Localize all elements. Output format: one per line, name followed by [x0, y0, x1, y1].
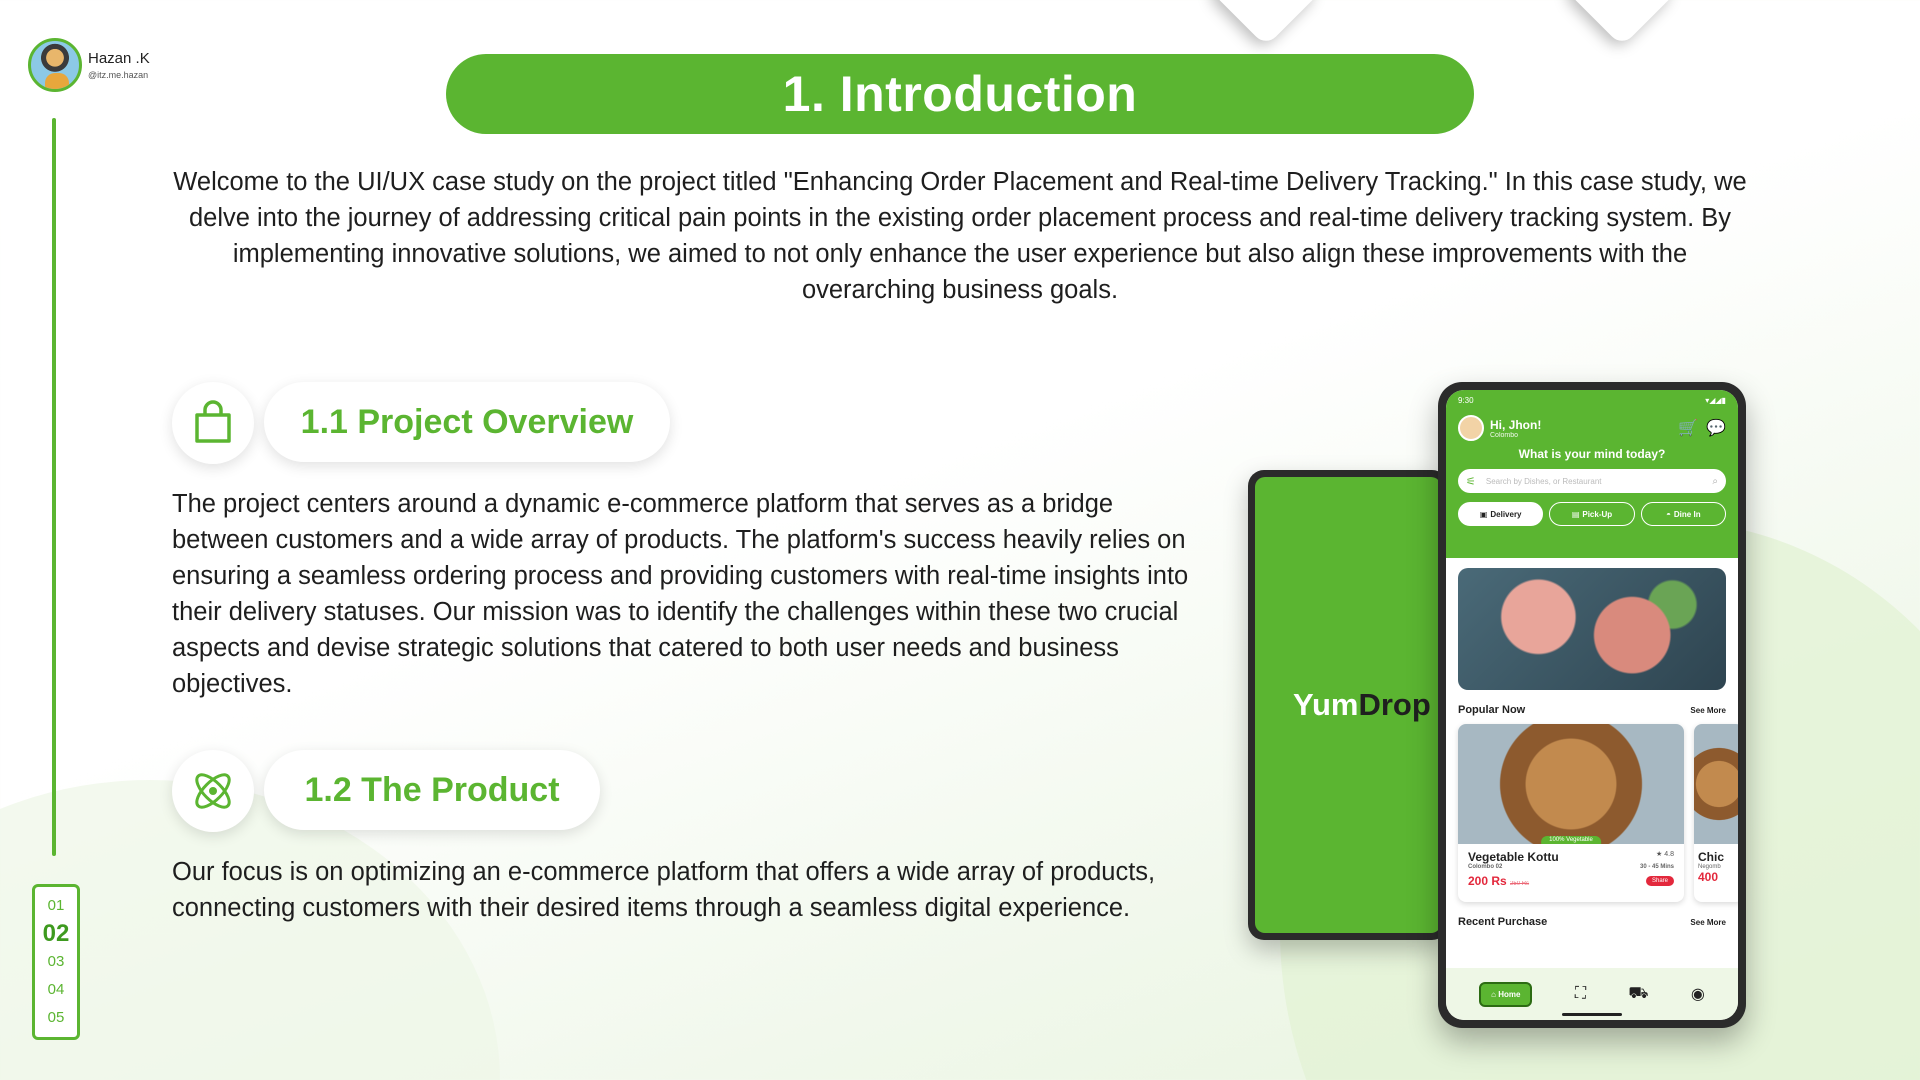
bottom-nav [1446, 968, 1738, 1020]
bag-icon: ▤ [1571, 509, 1580, 519]
author-name: Hazan .K [88, 50, 150, 67]
chip-pickup[interactable] [1549, 502, 1634, 526]
section-body: The project centers around a dynamic e-commerce platform that serves as a bridge between customers and a wide array of products. The platform's success heavily relies on ensuring a seamless ordering process and providing customers with real-time insights into their delivery statuses. Our mission was to identify the challenges within these two crucial aspects and devise strategic solutions that catered to both user needs and business objectives. [172, 490, 1189, 698]
author-handle: @itz.me.hazan [88, 70, 149, 80]
page-title: 1. Introduction [446, 54, 1474, 134]
cart-icon[interactable]: 🛒 [1678, 420, 1699, 437]
food-name: Vegetable Kottu [1468, 850, 1559, 864]
box-icon: ▣ [1479, 509, 1488, 519]
author-badge [28, 38, 150, 92]
location-label[interactable]: Colombo [1490, 431, 1519, 439]
see-more-link[interactable]: See More [1690, 705, 1726, 715]
food-card[interactable] [1694, 724, 1738, 902]
see-more-link[interactable]: See More [1690, 917, 1726, 927]
decorative-phone-corner [1565, 0, 1678, 47]
old-price: 250 Rs [1510, 881, 1530, 887]
splash-screen [1255, 477, 1441, 933]
food-name: Chic [1698, 850, 1725, 864]
nav-home-label: Home [1498, 989, 1521, 999]
section-icon [172, 382, 254, 464]
truck-icon[interactable]: ⛟ [1628, 985, 1649, 1002]
search-input[interactable] [1458, 469, 1726, 493]
rating: ★ 4.8 [1656, 851, 1674, 858]
search-icon[interactable]: ⌕ [1712, 475, 1718, 487]
pager-item[interactable]: 05 [47, 1009, 65, 1026]
brand-drop: Drop [1358, 687, 1431, 722]
chip-dinein[interactable] [1641, 502, 1726, 526]
decorative-phone-corner [1209, 0, 1322, 47]
nav-home[interactable]: ⌂ Home [1479, 982, 1532, 1007]
recent-title: Recent Purchase [1458, 916, 1548, 928]
atom-icon [188, 766, 238, 816]
prompt-text: What is your mind today? [1518, 447, 1666, 461]
chip-delivery[interactable] [1458, 502, 1543, 526]
price: 200 Rs [1468, 874, 1507, 888]
app-screen [1446, 390, 1738, 1020]
timeline-line [52, 118, 56, 856]
share-label: Share [1651, 878, 1668, 884]
pager-item[interactable]: 04 [47, 981, 65, 998]
popular-list [1458, 724, 1726, 902]
food-image [1458, 724, 1684, 844]
section-pager [32, 884, 80, 1040]
avatar [28, 38, 82, 92]
food-image [1694, 724, 1738, 844]
food-card[interactable] [1458, 724, 1684, 902]
status-bar [1458, 396, 1726, 405]
veg-badge: 100% Vegetable [1541, 836, 1601, 844]
greeting-row [1458, 415, 1726, 441]
user-avatar[interactable] [1458, 415, 1484, 441]
service-chips [1458, 502, 1726, 526]
brand-logo [1293, 687, 1431, 723]
pager-item[interactable]: 01 [47, 897, 65, 914]
pager-item[interactable]: 03 [47, 953, 65, 970]
intro-paragraph: Welcome to the UI/UX case study on the project titled "Enhancing Order Placement and Real-time Delivery Tracking." In this case study, we delve into the journey of addressing critical pain points in the existing order placement process and real-time delivery tracking system. By implementing innovative solutions, we aimed to not only enhance the user experience but also align these improvements with the overarching business goals. [173, 168, 1747, 304]
share-button[interactable] [1646, 876, 1674, 886]
section-icon [172, 750, 254, 832]
promo-banner[interactable] [1458, 568, 1726, 690]
chip-label: Delivery [1490, 509, 1522, 519]
app-body [1446, 568, 1738, 928]
home-indicator [1562, 1013, 1622, 1016]
rating-value: 4.8 [1664, 851, 1674, 858]
food-location: Negomb [1698, 864, 1721, 870]
app-header [1446, 390, 1738, 558]
phone-mockup-home [1438, 382, 1746, 1028]
pager-item-active[interactable]: 02 [42, 920, 70, 947]
section-heading: 1.2 The Product [264, 750, 600, 830]
profile-icon[interactable]: ◉ [1690, 986, 1705, 1003]
chip-label: Dine In [1673, 509, 1701, 519]
greeting: Hi, Jhon! [1490, 417, 1542, 432]
section-body: Our focus is on optimizing an e-commerce platform that offers a wide array of products, connecting customers with their desired items through a seamless digital experience. [172, 858, 1156, 922]
status-time: 9:30 [1458, 396, 1474, 405]
chat-icon[interactable]: 💬 [1706, 420, 1726, 437]
binoculars-icon[interactable]: ⛶ [1574, 985, 1587, 1002]
brand-yum: Yum [1293, 687, 1359, 722]
price: 400 [1698, 870, 1719, 884]
signal-icon: ▾◢◢▮ [1705, 396, 1726, 405]
delivery-time: 30 - 45 Mins [1639, 864, 1674, 870]
popular-header [1458, 704, 1726, 716]
phone-mockup-splash [1248, 470, 1448, 940]
search-placeholder: Search by Dishes, or Restaurant [1485, 476, 1602, 486]
shopping-bag-icon [189, 399, 237, 447]
dish-icon: ◓ [1666, 509, 1671, 519]
filter-icon[interactable]: ⚟ [1466, 475, 1476, 488]
food-location: Colombo 02 [1468, 864, 1503, 870]
chip-label: Pick-Up [1582, 509, 1613, 519]
section-heading: 1.1 Project Overview [264, 382, 670, 462]
popular-title: Popular Now [1458, 704, 1526, 716]
recent-header [1458, 916, 1726, 928]
